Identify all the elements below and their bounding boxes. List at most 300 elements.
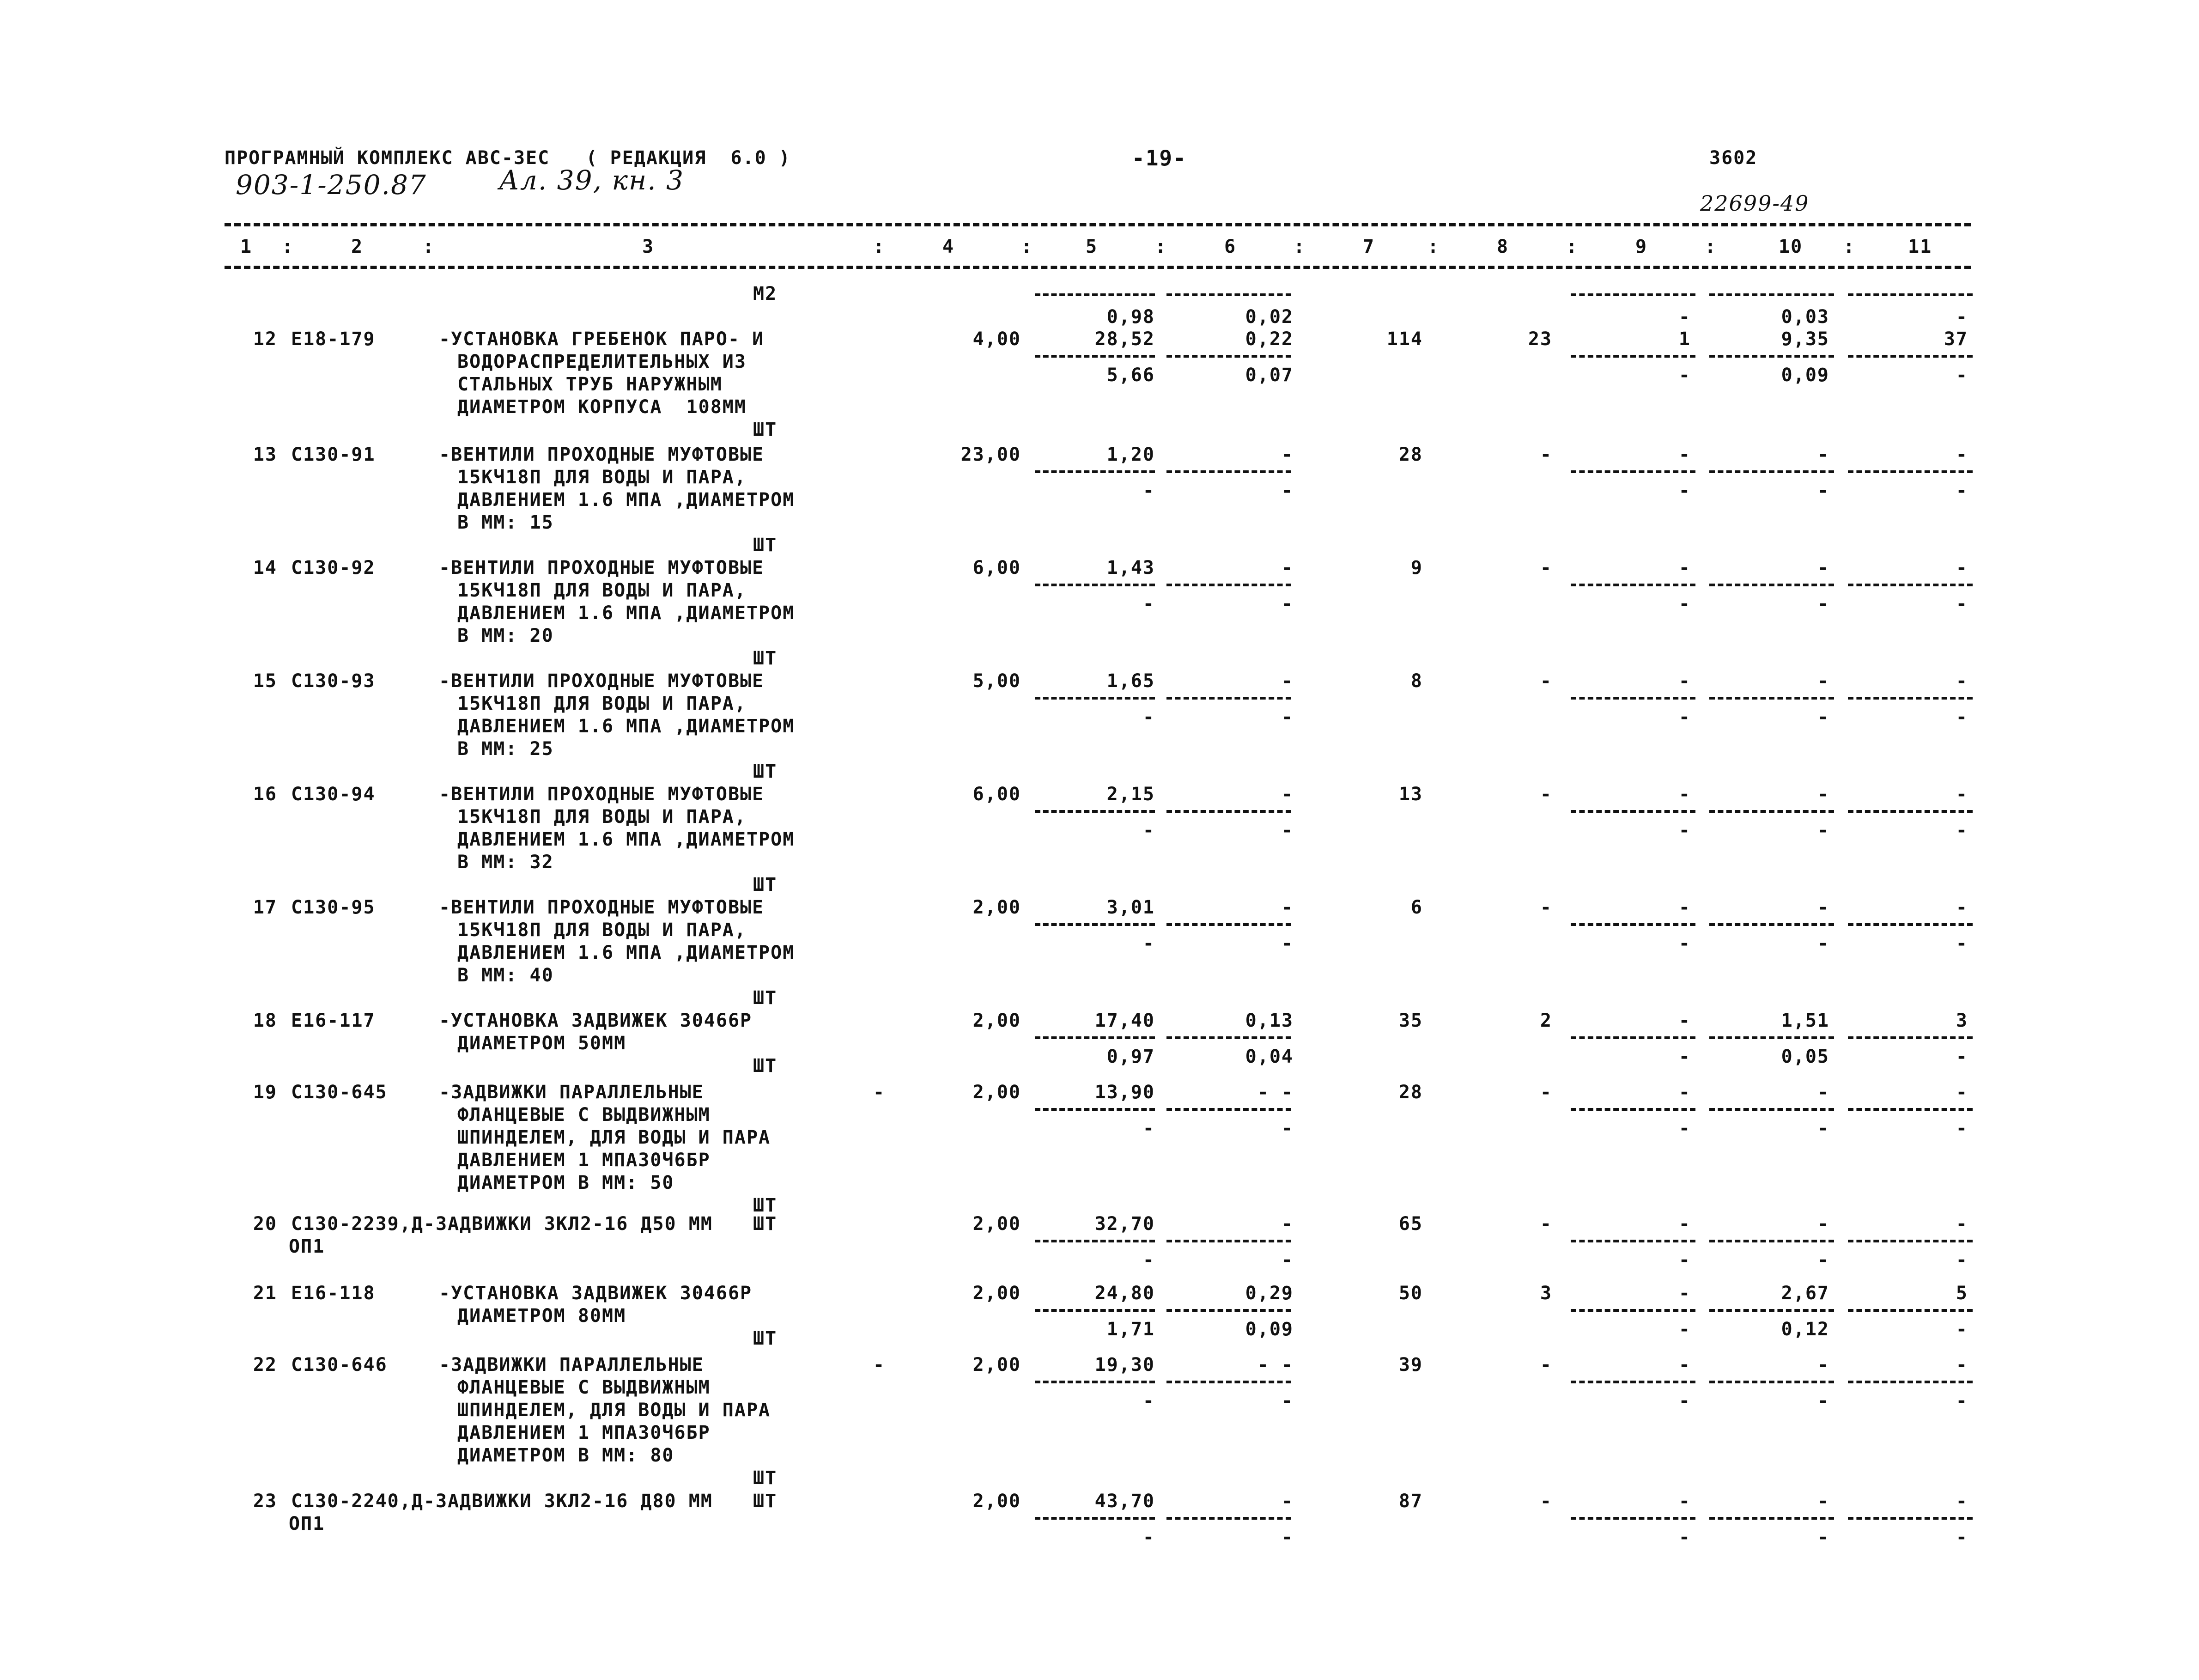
row-description-line: ДИАМЕТРОМ 80ММ <box>457 1305 626 1327</box>
cell-11: - <box>1956 897 1968 918</box>
cell-rule <box>1166 1108 1291 1111</box>
row-unit: ШТ <box>753 874 778 895</box>
cell-7: 8 <box>1410 670 1423 692</box>
cell-rule <box>1166 584 1291 586</box>
cell-7: 6 <box>1410 897 1423 918</box>
cell-8: - <box>1540 670 1552 692</box>
cell-6-bottom: - <box>1281 480 1294 501</box>
cell-5-bottom: - <box>1142 1118 1155 1139</box>
cell-6-bottom: - <box>1281 1118 1294 1139</box>
cell-11-bottom: - <box>1956 1118 1968 1139</box>
column-header-5: 5 <box>1086 236 1098 257</box>
row-description-line: -ЗАДВИЖКИ ПАРАЛЛЕЛЬНЫЕ <box>439 1082 704 1103</box>
cell-6-bottom: 0,04 <box>1245 1046 1294 1067</box>
cell-rule <box>1709 470 1834 473</box>
row-description-line: В ММ: 40 <box>457 965 554 986</box>
cell-rule <box>1035 1036 1155 1039</box>
cell-rule <box>1166 697 1291 700</box>
column-header-11: 11 <box>1908 236 1932 257</box>
column-header-10: 10 <box>1779 236 1803 257</box>
row-description-line: ДИАМЕТРОМ В ММ: 80 <box>457 1445 674 1466</box>
cell-qty: 6,00 <box>972 784 1021 805</box>
row-code: С130-646 <box>291 1354 388 1376</box>
cell-10: 9,35 <box>1781 329 1829 350</box>
cell-9-bottom: - <box>1678 1319 1691 1340</box>
cell-rule <box>1709 293 1834 296</box>
cell-11-bottom: - <box>1956 1249 1968 1271</box>
cell-5-bottom: - <box>1142 593 1155 615</box>
cell-rule <box>1035 584 1155 586</box>
row-description-line: -УСТАНОВКА ЗАДВИЖЕК 30466Р <box>439 1283 753 1304</box>
column-separator: : <box>1705 236 1717 257</box>
cell-rule <box>1571 1381 1695 1383</box>
cell-5-top: 0,98 <box>1106 306 1155 328</box>
cell-11-top: - <box>1956 306 1968 328</box>
column-header-3: 3 <box>642 236 655 257</box>
cell-6: 0,22 <box>1245 329 1294 350</box>
row-description-line: ДАВЛЕНИЕМ 1 МПА30Ч6БР <box>457 1422 711 1443</box>
cell-10-bottom: 0,09 <box>1781 365 1829 386</box>
cell-11: - <box>1956 1354 1968 1376</box>
cell-rule <box>1166 1240 1291 1242</box>
column-separator: : <box>1155 236 1167 257</box>
cell-11-bottom: - <box>1956 593 1968 615</box>
cell-10-top: 0,03 <box>1781 306 1829 328</box>
row-code-continuation: ОП1 <box>289 1513 325 1534</box>
cell-8: - <box>1540 1354 1552 1376</box>
cell-rule <box>1166 1517 1291 1520</box>
column-header-1: 1 <box>240 236 253 257</box>
cell-11-bottom: - <box>1956 1319 1968 1340</box>
handwritten-sheet-ref: Ал. 39, кн. 3 <box>499 164 685 196</box>
column-separator: : <box>1566 236 1579 257</box>
cell-rule <box>1848 1517 1973 1520</box>
cell-7: 35 <box>1398 1010 1423 1031</box>
cell-10: - <box>1817 1082 1829 1103</box>
cell-9: - <box>1678 670 1691 692</box>
cell-10: - <box>1817 1491 1829 1512</box>
cell-9: - <box>1678 1491 1691 1512</box>
cell-10-bottom: - <box>1817 1118 1829 1139</box>
cell-9: - <box>1678 897 1691 918</box>
cell-8: 2 <box>1540 1010 1552 1031</box>
cell-7: 114 <box>1386 329 1423 350</box>
column-header-6: 6 <box>1224 236 1237 257</box>
cell-6: - <box>1281 897 1294 918</box>
cell-rule <box>1035 293 1155 296</box>
cell-11-bottom: - <box>1956 365 1968 386</box>
row-description-line: -ВЕНТИЛИ ПРОХОДНЫЕ МУФТОВЫЕ <box>439 670 765 692</box>
cell-6: - <box>1281 784 1294 805</box>
cell-9-bottom: - <box>1678 820 1691 841</box>
cell-rule <box>1035 1381 1155 1383</box>
column-separator: : <box>873 236 886 257</box>
cell-10: - <box>1817 897 1829 918</box>
cell-9: - <box>1678 557 1691 578</box>
row-description-line: В ММ: 20 <box>457 625 554 646</box>
cell-6-bottom: 0,07 <box>1245 365 1294 386</box>
cell-8: 3 <box>1540 1283 1552 1304</box>
cell-5-bottom: - <box>1142 820 1155 841</box>
column-separator: : <box>1428 236 1440 257</box>
column-header-9: 9 <box>1635 236 1648 257</box>
cell-7: 9 <box>1410 557 1423 578</box>
cell-10-bottom: - <box>1817 933 1829 954</box>
cell-6: 0,29 <box>1245 1283 1294 1304</box>
row-unit: ШТ <box>753 761 778 782</box>
row-unit: ШТ <box>753 987 778 1009</box>
row-code: С130-2240,Д-ЗАДВИЖКИ ЗКЛ2-16 Д80 ММ <box>291 1491 713 1512</box>
row-description-line: -УСТАНОВКА ГРЕБЕНОК ПАРО- И <box>439 329 765 350</box>
cell-11-bottom: - <box>1956 1046 1968 1067</box>
cell-6: - - <box>1257 1082 1294 1103</box>
cell-5-bottom: - <box>1142 1390 1155 1412</box>
cell-rule <box>1571 810 1695 813</box>
cell-rule <box>1571 470 1695 473</box>
row-description-line: -ВЕНТИЛИ ПРОХОДНЫЕ МУФТОВЫЕ <box>439 784 765 805</box>
cell-qty: 5,00 <box>972 670 1021 692</box>
row-description-line: В ММ: 25 <box>457 738 554 760</box>
cell-rule <box>1709 923 1834 926</box>
row-number: 14 <box>253 557 277 578</box>
cell-rule <box>1166 293 1291 296</box>
page-number: -19- <box>1132 146 1187 170</box>
cell-rule <box>1571 1036 1695 1039</box>
row-code: С130-95 <box>291 897 376 918</box>
cell-rule <box>1035 1517 1155 1520</box>
row-unit: ШТ <box>753 1055 778 1077</box>
cell-9-top: - <box>1678 306 1691 328</box>
cell-10: 1,51 <box>1781 1010 1829 1031</box>
cell-8: - <box>1540 1213 1552 1235</box>
top-unit: М2 <box>753 283 778 304</box>
cell-rule <box>1848 1309 1973 1312</box>
cell-6-bottom: - <box>1281 1390 1294 1412</box>
cell-5: 1,20 <box>1106 444 1155 465</box>
cell-6-bottom: - <box>1281 1249 1294 1271</box>
cell-rule <box>1035 697 1155 700</box>
row-unit: ШТ <box>753 1328 778 1349</box>
cell-rule <box>1709 1240 1834 1242</box>
cell-10-bottom: - <box>1817 706 1829 728</box>
cell-6-bottom: - <box>1281 933 1294 954</box>
row-description-line: 15КЧ18П ДЛЯ ВОДЫ И ПАРА, <box>457 580 747 601</box>
row-code-continuation: ОП1 <box>289 1236 325 1257</box>
row-description-line: ДАВЛЕНИЕМ 1 МПА30Ч6БР <box>457 1150 711 1171</box>
cell-7: 65 <box>1398 1213 1423 1235</box>
cell-qty: 2,00 <box>972 1213 1021 1235</box>
cell-rule <box>1035 1108 1155 1111</box>
row-code: С130-93 <box>291 670 376 692</box>
row-number: 16 <box>253 784 277 805</box>
row-description-line: ДАВЛЕНИЕМ 1.6 МПА ,ДИАМЕТРОМ <box>457 942 795 963</box>
row-unit: ШТ <box>753 1491 778 1512</box>
row-mark: - <box>873 1082 886 1103</box>
cell-qty: 23,00 <box>960 444 1021 465</box>
cell-rule <box>1035 470 1155 473</box>
row-number: 15 <box>253 670 277 692</box>
cell-qty: 4,00 <box>972 329 1021 350</box>
row-mark: - <box>873 1354 886 1376</box>
cell-5: 32,70 <box>1094 1213 1155 1235</box>
cell-rule <box>1848 697 1973 700</box>
cell-9: - <box>1678 1213 1691 1235</box>
cell-5: 19,30 <box>1094 1354 1155 1376</box>
cell-9-bottom: - <box>1678 1046 1691 1067</box>
cell-5-bottom: - <box>1142 480 1155 501</box>
cell-7: 28 <box>1398 444 1423 465</box>
cell-5-bottom: - <box>1142 706 1155 728</box>
cell-10-bottom: 0,05 <box>1781 1046 1829 1067</box>
cell-rule <box>1709 810 1834 813</box>
row-unit: ШТ <box>753 648 778 669</box>
cell-rule <box>1035 923 1155 926</box>
cell-11-bottom: - <box>1956 820 1968 841</box>
cell-5-bottom: 0,97 <box>1106 1046 1155 1067</box>
row-description-line: -ВЕНТИЛИ ПРОХОДНЫЕ МУФТОВЫЕ <box>439 897 765 918</box>
row-code: С130-94 <box>291 784 376 805</box>
cell-9-bottom: - <box>1678 933 1691 954</box>
column-header-2: 2 <box>351 236 364 257</box>
cell-5: 28,52 <box>1094 329 1155 350</box>
cell-rule <box>1709 1517 1834 1520</box>
cell-rule <box>1709 584 1834 586</box>
cell-rule <box>1571 923 1695 926</box>
cell-qty: 2,00 <box>972 897 1021 918</box>
row-description-line: ДАВЛЕНИЕМ 1.6 МПА ,ДИАМЕТРОМ <box>457 603 795 624</box>
cell-rule <box>1166 1381 1291 1383</box>
cell-8: - <box>1540 784 1552 805</box>
cell-6-top: 0,02 <box>1245 306 1294 328</box>
cell-5: 1,43 <box>1106 557 1155 578</box>
cell-11: - <box>1956 557 1968 578</box>
cell-9-bottom: - <box>1678 1390 1691 1412</box>
row-description-line: -ЗАДВИЖКИ ПАРАЛЛЕЛЬНЫЕ <box>439 1354 704 1376</box>
cell-rule <box>1035 1240 1155 1242</box>
cell-rule <box>1848 923 1973 926</box>
cell-5: 24,80 <box>1094 1283 1155 1304</box>
cell-10-bottom: - <box>1817 1390 1829 1412</box>
cell-6-bottom: - <box>1281 1527 1294 1548</box>
cell-10: - <box>1817 557 1829 578</box>
row-description-line: ДИАМЕТРОМ 50ММ <box>457 1033 626 1054</box>
cell-rule <box>1848 293 1973 296</box>
cell-10: - <box>1817 784 1829 805</box>
row-code: Е18-179 <box>291 329 376 350</box>
cell-8: - <box>1540 897 1552 918</box>
row-unit: ШТ <box>753 1213 778 1235</box>
cell-7: 28 <box>1398 1082 1423 1103</box>
cell-11: - <box>1956 1082 1968 1103</box>
cell-rule <box>1709 1036 1834 1039</box>
row-description-line: -ВЕНТИЛИ ПРОХОДНЫЕ МУФТОВЫЕ <box>439 444 765 465</box>
row-description-line: ШПИНДЕЛЕМ, ДЛЯ ВОДЫ И ПАРА <box>457 1127 771 1148</box>
cell-5-bottom: - <box>1142 1249 1155 1271</box>
cell-rule <box>1035 810 1155 813</box>
document-code: 3602 <box>1709 147 1758 169</box>
column-header-7: 7 <box>1363 236 1375 257</box>
cell-10-bottom: - <box>1817 480 1829 501</box>
cell-qty: 2,00 <box>972 1283 1021 1304</box>
cell-10-bottom: 0,12 <box>1781 1319 1829 1340</box>
cell-11-bottom: - <box>1956 480 1968 501</box>
cell-rule <box>1166 355 1291 358</box>
cell-6: - <box>1281 444 1294 465</box>
cell-11: - <box>1956 784 1968 805</box>
cell-rule <box>1848 1381 1973 1383</box>
cell-9: - <box>1678 1082 1691 1103</box>
cell-rule <box>1848 584 1973 586</box>
cell-10: - <box>1817 1354 1829 1376</box>
program-header: ПРОГРАМНЫЙ КОМПЛЕКС АВС-ЗЕС ( РЕДАКЦИЯ 6.0 ) <box>225 147 791 169</box>
row-description-line: ФЛАНЦЕВЫЕ С ВЫДВИЖНЫМ <box>457 1377 711 1398</box>
row-description-line: В ММ: 15 <box>457 512 554 533</box>
header-rule-top <box>225 223 1971 226</box>
row-number: 12 <box>253 329 277 350</box>
cell-11: - <box>1956 444 1968 465</box>
cell-11: 5 <box>1956 1283 1968 1304</box>
cell-5-bottom: 1,71 <box>1106 1319 1155 1340</box>
row-code: Е16-118 <box>291 1283 376 1304</box>
cell-qty: 2,00 <box>972 1010 1021 1031</box>
cell-rule <box>1571 293 1695 296</box>
row-description-line: ДИАМЕТРОМ КОРПУСА 108ММ <box>457 396 747 418</box>
cell-qty: 6,00 <box>972 557 1021 578</box>
cell-8: - <box>1540 557 1552 578</box>
row-code: С130-91 <box>291 444 376 465</box>
row-description-line: ДАВЛЕНИЕМ 1.6 МПА ,ДИАМЕТРОМ <box>457 829 795 850</box>
cell-5: 43,70 <box>1094 1491 1155 1512</box>
row-number: 19 <box>253 1082 277 1103</box>
row-unit: ШТ <box>753 419 778 440</box>
column-separator: : <box>423 236 435 257</box>
cell-rule <box>1166 1309 1291 1312</box>
column-separator: : <box>1021 236 1033 257</box>
cell-10: - <box>1817 670 1829 692</box>
cell-rule <box>1709 355 1834 358</box>
row-description-line: -ВЕНТИЛИ ПРОХОДНЫЕ МУФТОВЫЕ <box>439 557 765 578</box>
column-separator: : <box>1843 236 1856 257</box>
cell-rule <box>1848 1108 1973 1111</box>
cell-11: - <box>1956 670 1968 692</box>
row-description-line: ШПИНДЕЛЕМ, ДЛЯ ВОДЫ И ПАРА <box>457 1400 771 1421</box>
cell-5-bottom: - <box>1142 1527 1155 1548</box>
row-description-line: 15КЧ18П ДЛЯ ВОДЫ И ПАРА, <box>457 693 747 714</box>
cell-11: - <box>1956 1491 1968 1512</box>
row-number: 18 <box>253 1010 277 1031</box>
cell-7: 13 <box>1398 784 1423 805</box>
cell-5: 17,40 <box>1094 1010 1155 1031</box>
cell-rule <box>1709 1108 1834 1111</box>
cell-10-bottom: - <box>1817 1527 1829 1548</box>
column-separator: : <box>282 236 294 257</box>
row-description-line: 15КЧ18П ДЛЯ ВОДЫ И ПАРА, <box>457 467 747 488</box>
cell-rule <box>1035 355 1155 358</box>
row-description-line: ДАВЛЕНИЕМ 1.6 МПА ,ДИАМЕТРОМ <box>457 716 795 737</box>
cell-rule <box>1166 470 1291 473</box>
row-description-line: ДАВЛЕНИЕМ 1.6 МПА ,ДИАМЕТРОМ <box>457 489 795 511</box>
cell-10: - <box>1817 444 1829 465</box>
row-description-line: ДИАМЕТРОМ В ММ: 50 <box>457 1172 674 1193</box>
cell-9: - <box>1678 784 1691 805</box>
cell-rule <box>1709 1381 1834 1383</box>
cell-rule <box>1166 1036 1291 1039</box>
cell-11-bottom: - <box>1956 1390 1968 1412</box>
row-number: 21 <box>253 1283 277 1304</box>
cell-5: 1,65 <box>1106 670 1155 692</box>
cell-9-bottom: - <box>1678 1118 1691 1139</box>
cell-rule <box>1848 810 1973 813</box>
row-description-line: 15КЧ18П ДЛЯ ВОДЫ И ПАРА, <box>457 919 747 941</box>
row-description-line: ВОДОРАСПРЕДЕЛИТЕЛЬНЫХ ИЗ <box>457 351 747 372</box>
cell-rule <box>1848 1036 1973 1039</box>
row-description-line: -УСТАНОВКА ЗАДВИЖЕК 30466Р <box>439 1010 753 1031</box>
cell-6-bottom: - <box>1281 593 1294 615</box>
cell-qty: 2,00 <box>972 1491 1021 1512</box>
cell-6: - <box>1281 557 1294 578</box>
row-description-line: ФЛАНЦЕВЫЕ С ВЫДВИЖНЫМ <box>457 1104 711 1126</box>
cell-5: 3,01 <box>1106 897 1155 918</box>
cell-5-bottom: - <box>1142 933 1155 954</box>
column-header-4: 4 <box>942 236 955 257</box>
cell-rule <box>1166 810 1291 813</box>
cell-10-bottom: - <box>1817 593 1829 615</box>
cell-9-bottom: - <box>1678 480 1691 501</box>
cell-rule <box>1571 1240 1695 1242</box>
cell-9-bottom: - <box>1678 593 1691 615</box>
cell-11-bottom: - <box>1956 706 1968 728</box>
row-number: 20 <box>253 1213 277 1235</box>
row-number: 13 <box>253 444 277 465</box>
cell-9-bottom: - <box>1678 706 1691 728</box>
row-code: С130-92 <box>291 557 376 578</box>
cell-rule <box>1709 1309 1834 1312</box>
row-code: Е16-117 <box>291 1010 376 1031</box>
cell-7: 50 <box>1398 1283 1423 1304</box>
header-rule-bottom <box>225 266 1971 269</box>
row-description-line: 15КЧ18П ДЛЯ ВОДЫ И ПАРА, <box>457 806 747 828</box>
cell-5-bottom: 5,66 <box>1106 365 1155 386</box>
row-description-line: СТАЛЬНЫХ ТРУБ НАРУЖНЫМ <box>457 374 723 395</box>
cell-9: - <box>1678 1010 1691 1031</box>
cell-rule <box>1166 923 1291 926</box>
cell-rule <box>1848 470 1973 473</box>
cell-rule <box>1571 584 1695 586</box>
cell-6-bottom: 0,09 <box>1245 1319 1294 1340</box>
cell-6-bottom: - <box>1281 706 1294 728</box>
cell-9-bottom: - <box>1678 1249 1691 1271</box>
cell-8: - <box>1540 1082 1552 1103</box>
column-separator: : <box>1294 236 1306 257</box>
row-number: 17 <box>253 897 277 918</box>
cell-rule <box>1709 697 1834 700</box>
cell-8: 23 <box>1528 329 1552 350</box>
cell-rule <box>1571 697 1695 700</box>
cell-10-bottom: - <box>1817 820 1829 841</box>
cell-7: 87 <box>1398 1491 1423 1512</box>
cell-9: 1 <box>1678 329 1691 350</box>
cell-9: - <box>1678 1283 1691 1304</box>
cell-8: - <box>1540 1491 1552 1512</box>
cell-9: - <box>1678 1354 1691 1376</box>
cell-6-bottom: - <box>1281 820 1294 841</box>
cell-11-bottom: - <box>1956 933 1968 954</box>
cell-7: 39 <box>1398 1354 1423 1376</box>
row-number: 23 <box>253 1491 277 1512</box>
cell-6: - <box>1281 1491 1294 1512</box>
cell-rule <box>1571 1517 1695 1520</box>
column-header-8: 8 <box>1497 236 1509 257</box>
